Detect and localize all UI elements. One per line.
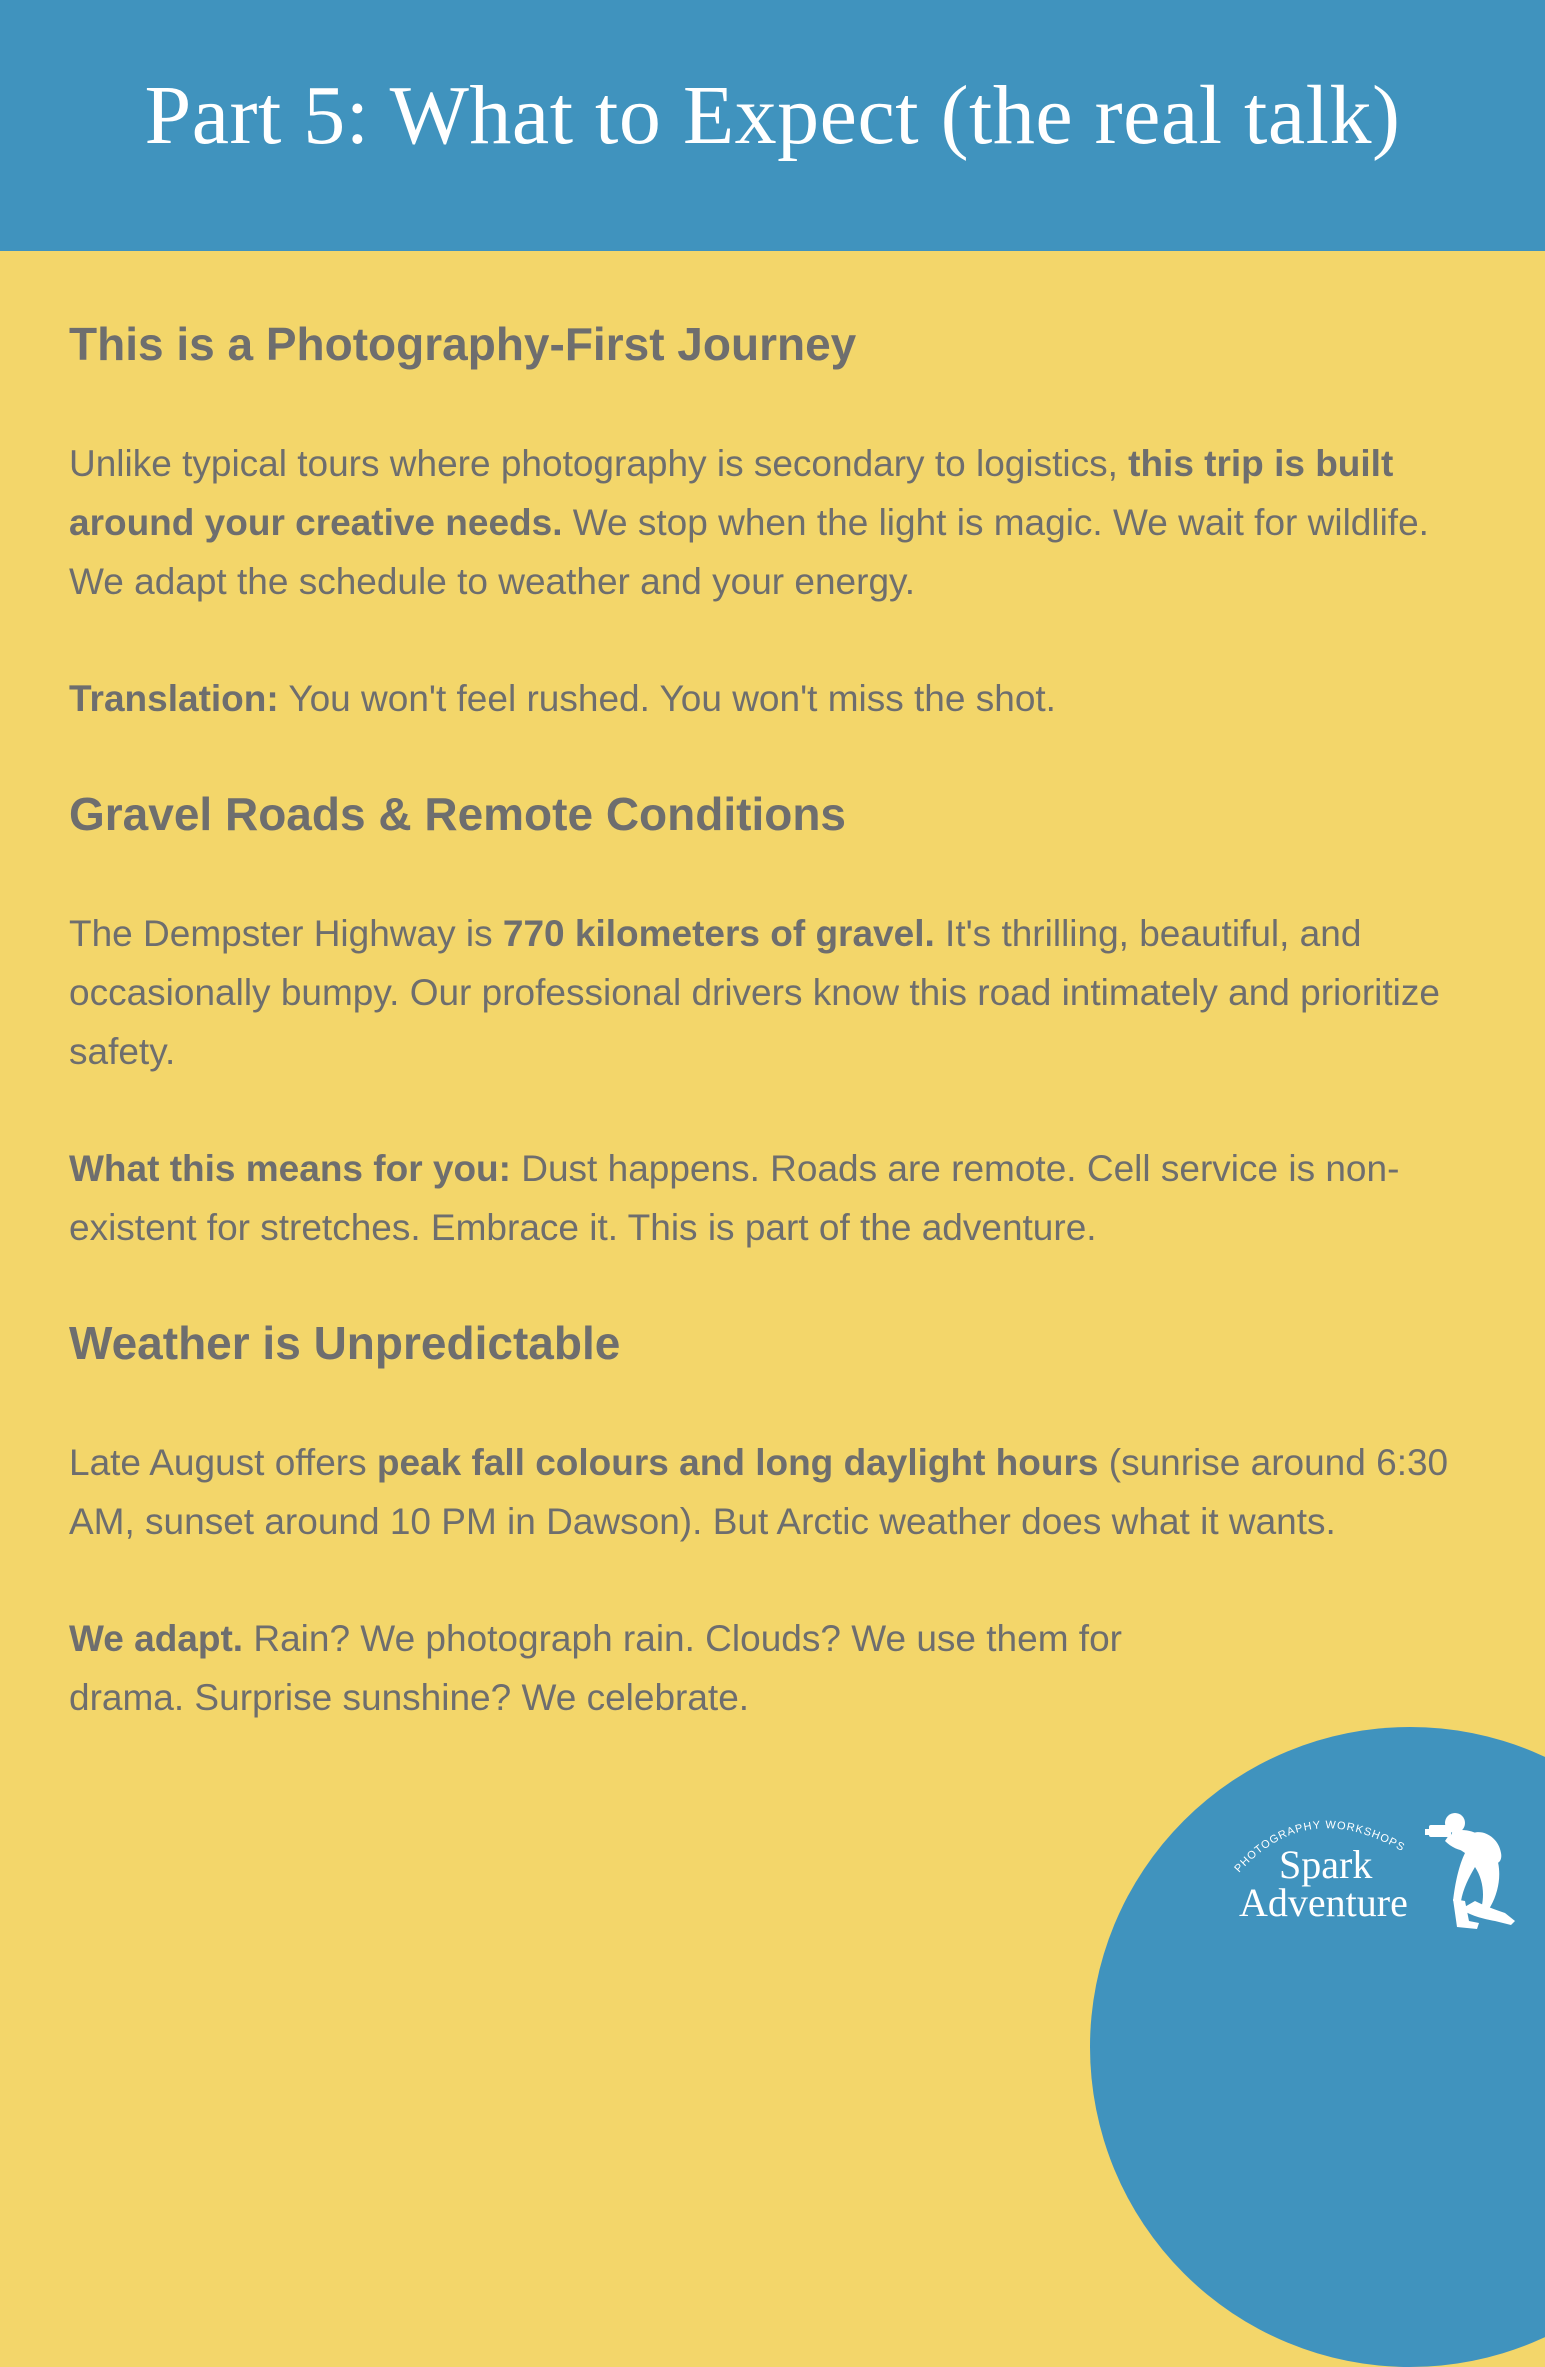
page-title: Part 5: What to Expect (the real talk) [144,69,1401,162]
paragraph-lead: What this means for you: [69,1148,511,1189]
section-title-photography-first: This is a Photography-First Journey [69,318,857,370]
paragraph-emphasis: 770 kilometers of gravel. [502,913,935,954]
section-title-gravel-roads: Gravel Roads & Remote Conditions [69,788,847,840]
paragraph-text: The Dempster Highway is [69,913,503,954]
brand-name-line1: Spark [1279,1842,1373,1887]
arc-textpath: PHOTOGRAPHY WORKSHOPS [1232,1819,1408,1875]
paragraph-lead: Translation: [69,678,279,719]
paragraph-lead: We adapt. [69,1618,244,1659]
section-paragraph [69,1609,1189,1727]
paragraph-text: Late August offers [69,1442,377,1483]
paragraph-text: Unlike typical tours where photography is secondary to logistics, [69,443,1129,484]
paragraph-text: It's thrilling, beautiful, and occasionally bumpy. Our professional drivers know this road intimately and prioritize safety. [69,913,1440,1072]
section-title-weather: Weather is Unpredictable [69,1317,621,1369]
paragraph-text: You won't feel rushed. You won't miss the shot. [278,678,1056,719]
paragraph-text: (sunrise around 6:30 AM, sunset around 10 PM in Dawson). But Arctic weather does what it wants. [69,1442,1449,1542]
paragraph-emphasis: this trip is built around your creative needs. [69,443,1394,543]
main-content [69,312,1469,1727]
brand-name-line2: Adventure [1239,1880,1408,1925]
section-paragraph [69,1139,1444,1257]
section-paragraph [69,1433,1469,1551]
section-paragraph [69,434,1444,611]
page-header [0,0,1545,251]
section-paragraph [69,669,1469,728]
paragraph-text: Rain? We photograph rain. Clouds? We use them for drama. Surprise sunshine? We celebrate. [69,1618,1122,1718]
paragraph-emphasis: peak fall colours and long daylight hours [376,1442,1099,1483]
paragraph-text: We stop when the light is magic. We wait for wildlife. We adapt the schedule to weather and your energy. [69,502,1429,602]
paragraph-text: Dust happens. Roads are remote. Cell service is non-existent for stretches. Embrace it. This is part of the adventure. [69,1148,1400,1248]
photographer-silhouette-icon [1425,1805,1520,1945]
section-paragraph [69,904,1454,1081]
spark-adventure-logo [1225,1795,1525,1955]
